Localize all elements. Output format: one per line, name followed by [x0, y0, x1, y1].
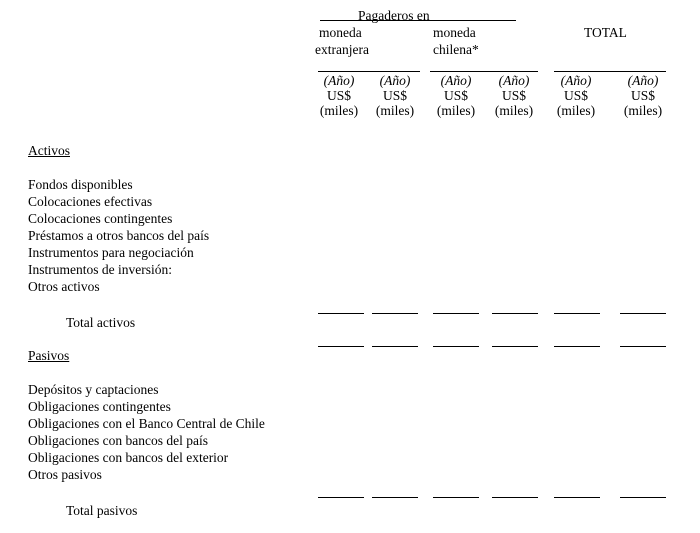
- line-item: Obligaciones contingentes: [28, 399, 171, 414]
- column-header: [367, 73, 423, 118]
- column-year: (Año): [440, 73, 472, 88]
- line-item: Otros activos: [28, 279, 100, 294]
- header-rule-total: [554, 71, 666, 72]
- section-heading-pasivos: Pasivos: [28, 348, 70, 363]
- subtotal-rule: [318, 313, 364, 314]
- column-year: (Año): [379, 73, 411, 88]
- line-item: Préstamos a otros bancos del país: [28, 228, 210, 243]
- subtotal-rule: [372, 313, 418, 314]
- column-unit: (miles): [436, 103, 476, 118]
- header-rule-chilean: [430, 71, 538, 72]
- line-item: Instrumentos de inversión:: [28, 262, 172, 277]
- column-currency: US$: [630, 88, 655, 103]
- column-header: [548, 73, 604, 118]
- total-pasivos-label: Total pasivos: [66, 503, 138, 518]
- column-year: (Año): [627, 73, 659, 88]
- subtotal-rule: [492, 497, 538, 498]
- header-foreign-line1: moneda: [319, 25, 362, 40]
- section-heading-activos: Activos: [28, 143, 70, 158]
- column-header: [486, 73, 542, 118]
- subtotal-rule: [433, 313, 479, 314]
- column-currency: US$: [382, 88, 407, 103]
- column-currency: US$: [326, 88, 351, 103]
- column-unit: (miles): [623, 103, 663, 118]
- line-item: Colocaciones contingentes: [28, 211, 173, 226]
- subtotal-rule: [554, 497, 600, 498]
- header-total: TOTAL: [584, 25, 627, 40]
- line-item: Instrumentos para negociación: [28, 245, 194, 260]
- line-item: Depósitos y captaciones: [28, 382, 159, 397]
- total-rule: [318, 346, 364, 347]
- header-group-title: Pagaderos en: [358, 8, 430, 23]
- subtotal-rule: [620, 313, 666, 314]
- header-rule-foreign: [318, 71, 420, 72]
- column-unit: (miles): [556, 103, 596, 118]
- total-rule: [433, 346, 479, 347]
- header-chilean-line1: moneda: [433, 25, 476, 40]
- total-rule: [554, 346, 600, 347]
- column-year: (Año): [498, 73, 530, 88]
- line-item: Otros pasivos: [28, 467, 102, 482]
- subtotal-rule: [372, 497, 418, 498]
- column-unit: (miles): [319, 103, 359, 118]
- total-rule: [492, 346, 538, 347]
- header-foreign-line2: extranjera: [315, 42, 369, 57]
- column-year: (Año): [560, 73, 592, 88]
- column-header: [615, 73, 671, 118]
- subtotal-rule: [433, 497, 479, 498]
- total-rule: [372, 346, 418, 347]
- column-currency: US$: [563, 88, 588, 103]
- column-currency: US$: [501, 88, 526, 103]
- line-item: Obligaciones con bancos del exterior: [28, 450, 229, 465]
- column-unit: (miles): [375, 103, 415, 118]
- column-unit: (miles): [494, 103, 534, 118]
- subtotal-rule: [620, 497, 666, 498]
- header-chilean-line2: chilena*: [433, 42, 479, 57]
- subtotal-rule: [318, 497, 364, 498]
- column-currency: US$: [443, 88, 468, 103]
- line-item: Obligaciones con el Banco Central de Chile: [28, 416, 265, 431]
- total-rule: [620, 346, 666, 347]
- header-group-rule: [320, 20, 516, 21]
- line-item: Colocaciones efectivas: [28, 194, 153, 209]
- line-item: Obligaciones con bancos del país: [28, 433, 208, 448]
- subtotal-rule: [492, 313, 538, 314]
- total-activos-label: Total activos: [66, 315, 136, 330]
- column-header: [311, 73, 367, 118]
- column-year: (Año): [323, 73, 355, 88]
- subtotal-rule: [554, 313, 600, 314]
- line-item: Fondos disponibles: [28, 177, 133, 192]
- column-header: [428, 73, 484, 118]
